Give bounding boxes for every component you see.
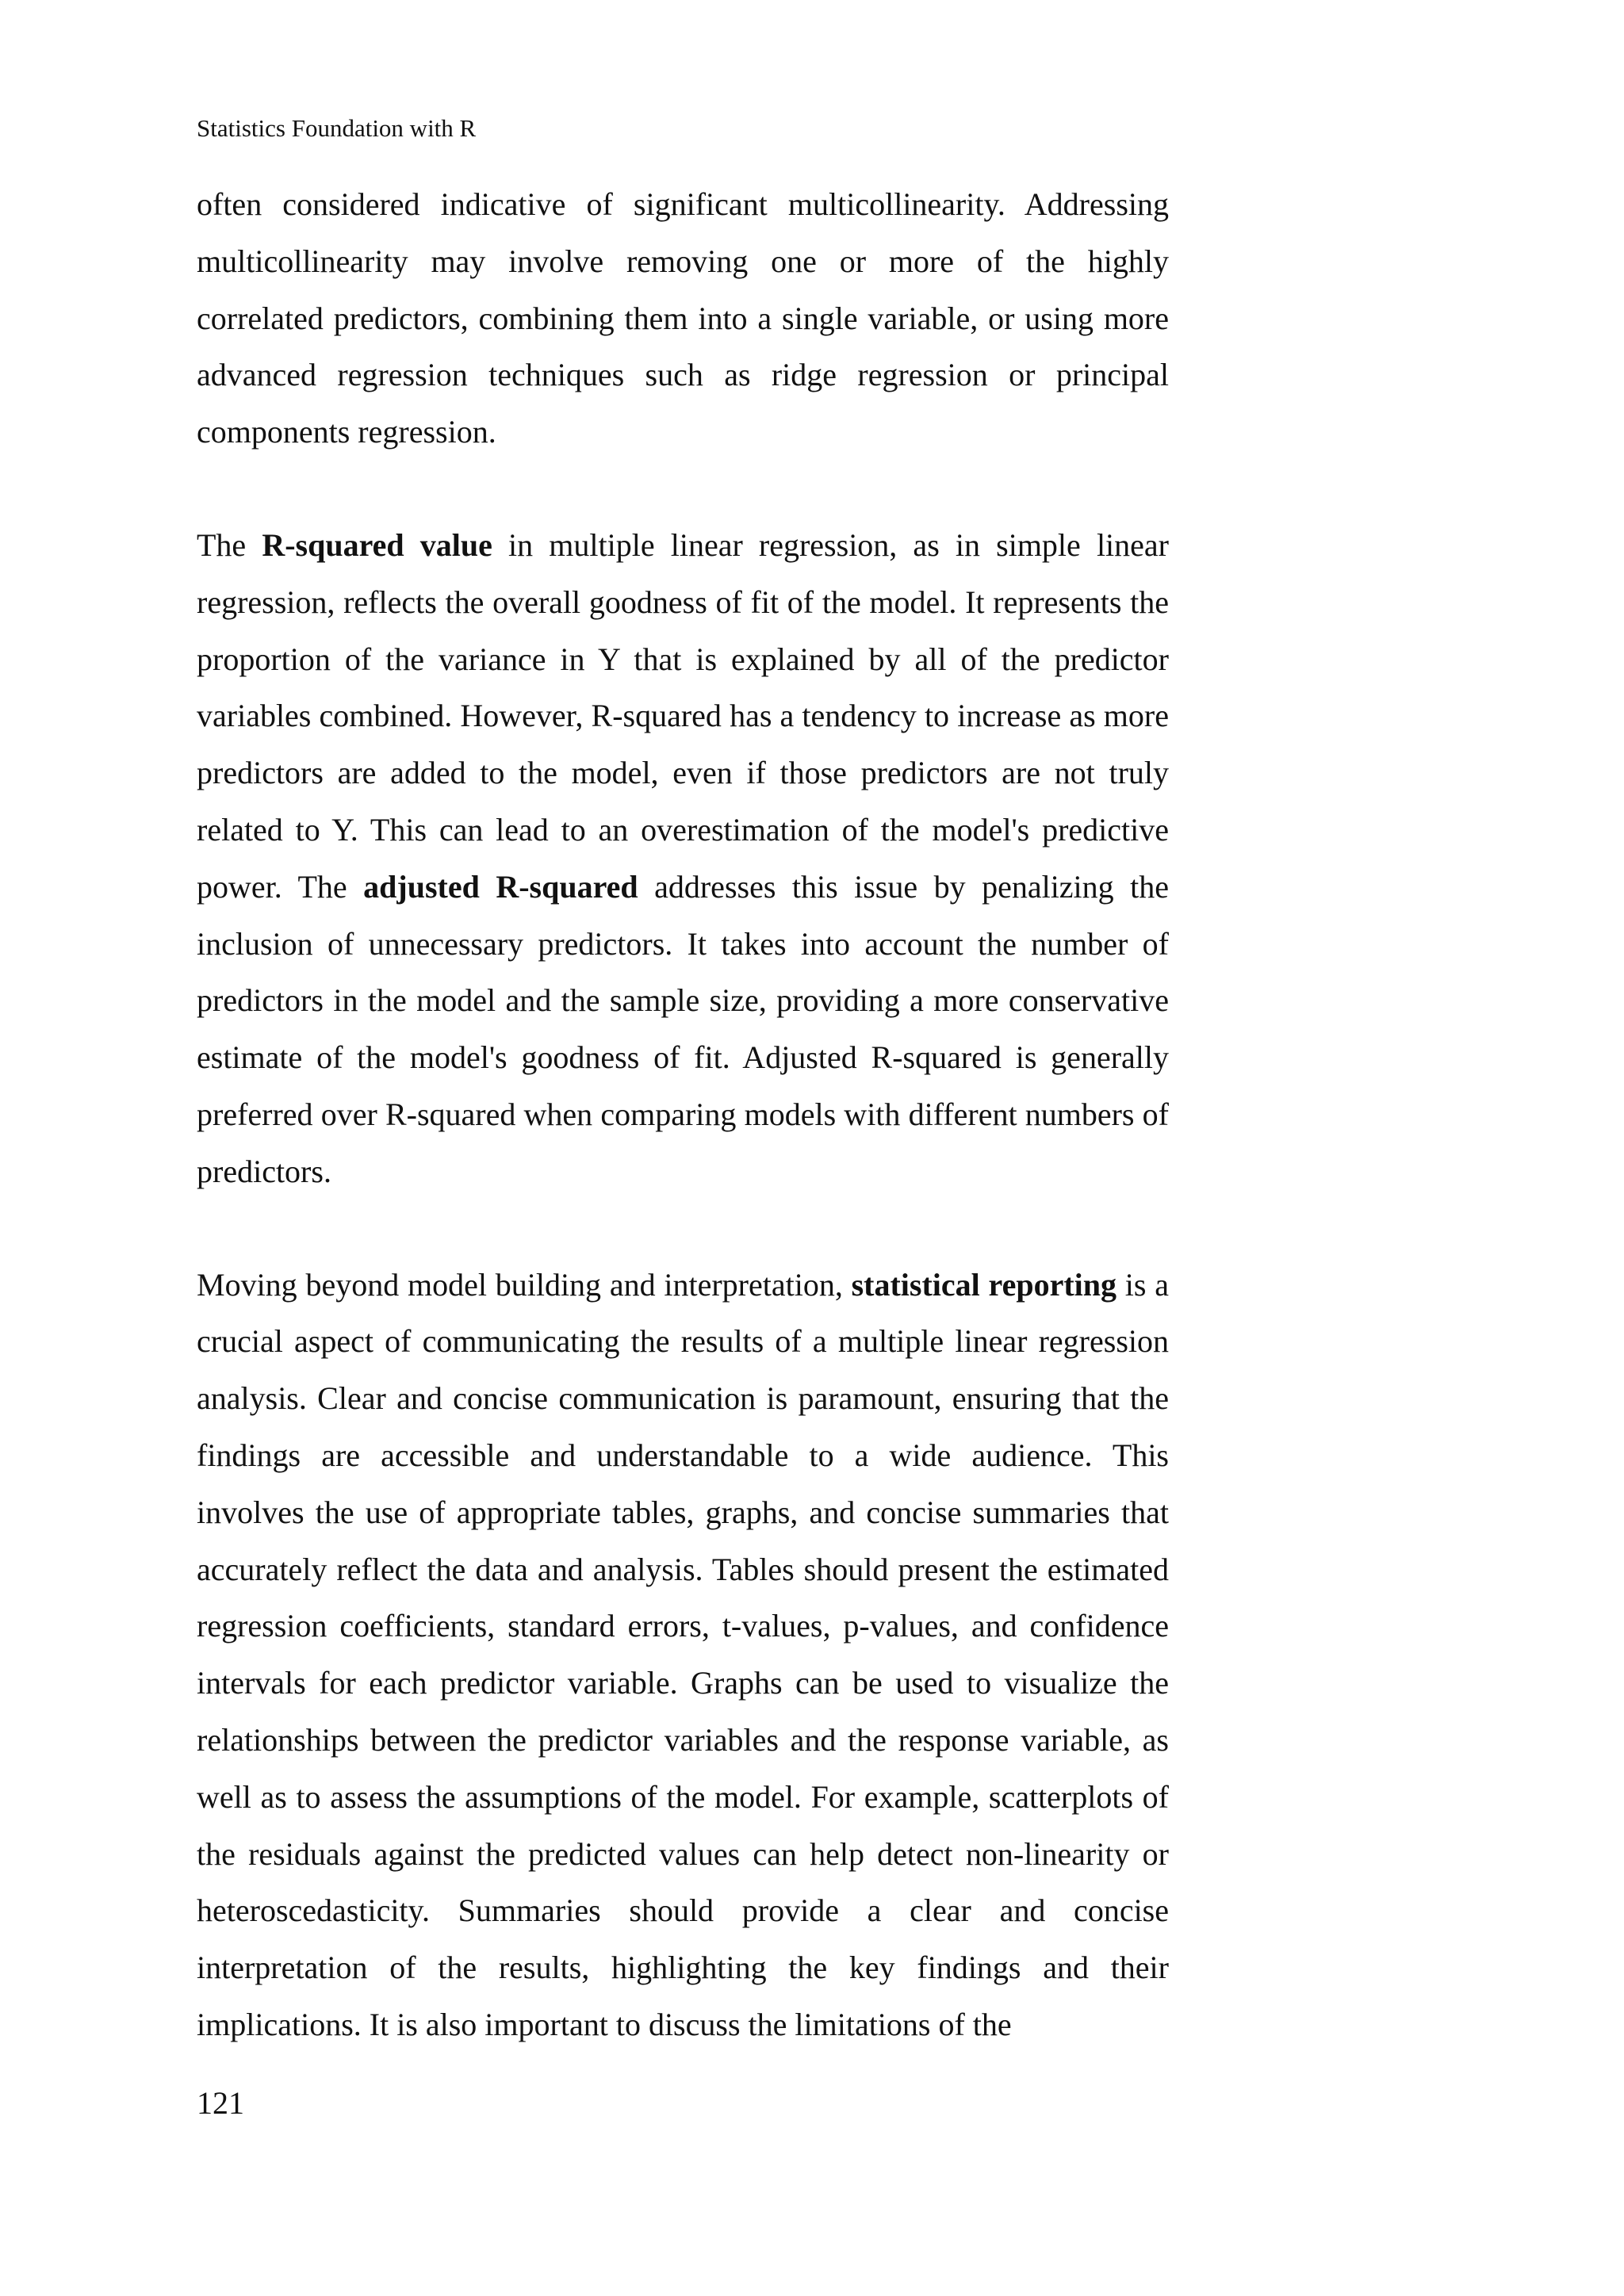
paragraph-text: The xyxy=(197,526,262,563)
paragraph-multicollinearity xyxy=(197,176,1169,461)
running-header: Statistics Foundation with R xyxy=(197,114,477,142)
bold-term-adjusted-r-squared: adjusted R-squared xyxy=(363,868,638,905)
paragraph-text: addresses this issue by penalizing the inclusion of unnecessary predictors. It takes into account the number of predictors in the model and the sample size, providing a more conservative estimate of the model's goodness of fit. Adjusted R-squared is generally preferred over R-squared when comparing models with different numbers of predictors. xyxy=(197,868,1170,1189)
paragraph-statistical-reporting xyxy=(197,1257,1169,2053)
paragraph-text: is a crucial aspect of communicating the results of a multiple linear regression analysis. Clear and concise communication is paramount, ensuring that the findings are accessible and understandable to a wide audience. This involves the use of appropriate tables, graphs, and concise summaries that accurately reflect the data and analysis. Tables should present the estimated regression coefficients, standard errors, t-values, p-values, and confidence intervals for each predictor variable. Graphs can be used to visualize the relationships between the predictor variables and the response variable, as well as to assess the assumptions of the model. For example, scatterplots of the residuals against the predicted values can help detect non-linearity or heteroscedasticity. Summaries should provide a clear and concise interpretation of the results, highlighting the key findings and their implications. It is also important to discuss the limitations of the xyxy=(197,1266,1169,2042)
paragraph-text: Moving beyond model building and interpretation, xyxy=(197,1266,852,1303)
page-body xyxy=(197,176,1169,2053)
bold-term-statistical-reporting: statistical reporting xyxy=(851,1266,1117,1303)
bold-term-r-squared-value: R-squared value xyxy=(262,526,492,563)
page-number: 121 xyxy=(197,2085,244,2121)
paragraph-text: often considered indicative of significant multicollinearity. Addressing multicollinearity may involve removing one or more of the highly correlated predictors, combining them into a single variable, or using more advanced regression techniques such as ridge regression or principal components regression. xyxy=(197,186,1169,450)
paragraph-r-squared xyxy=(197,517,1169,1200)
paragraph-text: in multiple linear regression, as in simple linear regression, reflects the overall goodness of fit of the model. It represents the proportion of the variance in Y that is explained by all of the predictor variables combined. However, R-squared has a tendency to increase as more predictors are added to the model, even if those predictors are not truly related to Y. This can lead to an overestimation of the model's predictive power. The xyxy=(197,526,1169,905)
